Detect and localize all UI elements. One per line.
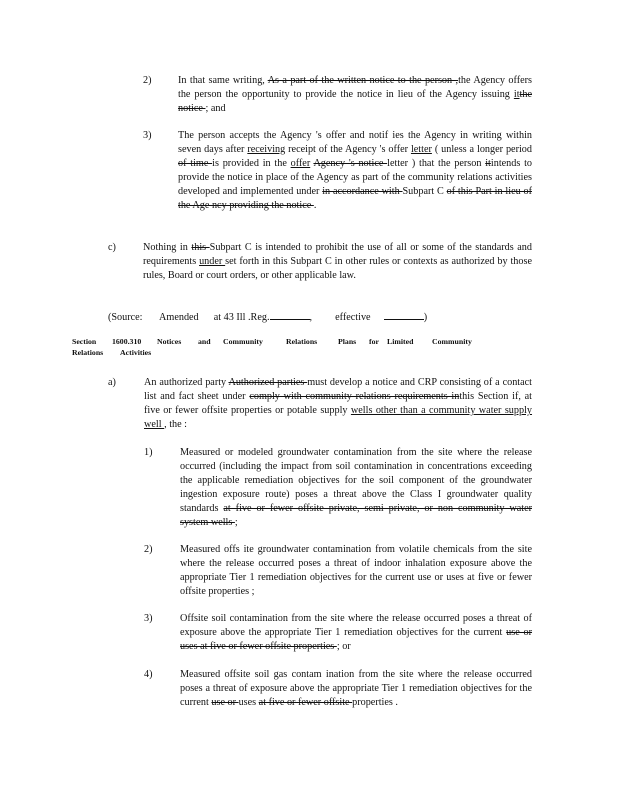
text-run: this Section if, at five or fewer offsite properties or potable supply (144, 391, 532, 416)
item-3-text (178, 129, 532, 213)
text-run: ( unless a longer period (431, 144, 532, 155)
item-a-text (144, 376, 532, 432)
struck-text: Agency 's notice (313, 158, 388, 169)
struck-text: use or (211, 697, 239, 708)
section-label: Section (72, 337, 97, 346)
subitem-1-text (180, 446, 532, 530)
subitem-4-text (180, 668, 532, 710)
subitem-3-text (180, 612, 532, 654)
item-number: 2) (144, 544, 153, 555)
text-run: the Agency offers the person the opportunity to provide the notice in lieu of the Agency issuing (178, 75, 532, 100)
text-run: set forth in this Subpart C in other rules or contexts as authorized by those rules, Board or court orders, or other applicable law. (143, 256, 532, 281)
item-number: c) (108, 242, 116, 253)
blank-line (384, 309, 424, 320)
inserted-text: letter (410, 144, 432, 155)
item-number: 1) (144, 447, 153, 458)
text-run: An authorized party (144, 377, 229, 388)
heading-word: Community (223, 337, 263, 346)
text-run: Measured offs ite groundwater contamination from volatile chemicals from the site where the release occurred poses a threat of indoor inhalation exposure above the appropriate Tier 1 remediation objectives for the current use or uses at five or fewer offsite properties ; (180, 544, 532, 597)
inserted-text: under (199, 256, 226, 267)
struck-text: use or uses at five or fewer offsite properties (180, 627, 533, 652)
text-run: must develop a notice and CRP consisting of a contact list and fact sheet under (144, 377, 532, 402)
struck-text: the notice (178, 89, 532, 114)
blank-line (270, 309, 310, 320)
struck-text: in accordance with (322, 186, 403, 197)
item-number: 4) (144, 669, 153, 680)
inserted-text: wells other than a community water supply well (144, 405, 533, 430)
item-c-text (143, 241, 532, 283)
source-open: (Source: (108, 312, 143, 323)
struck-text: As a part of the written notice to the person , (267, 75, 459, 86)
text-run: is provided in the (212, 158, 291, 169)
heading-word: Relations (72, 348, 104, 357)
item-2-text (178, 74, 532, 116)
text-run: . (313, 200, 317, 211)
struck-text: this (191, 242, 210, 253)
text-run: Subpart C (402, 186, 447, 197)
text-run: ; or (336, 641, 351, 652)
source-amended: Amended (159, 312, 199, 323)
text-run: receipt of the Agency 's offer (285, 144, 411, 155)
text-run: Subpart C is intended to prohibit the use of all or some of the standards and requirements (143, 242, 532, 267)
item-number: 2) (143, 75, 152, 86)
inserted-text: offer (290, 158, 311, 169)
struck-text: comply with community relations requirements in (249, 391, 460, 402)
text-run: properties . (352, 697, 398, 708)
heading-word: for (369, 337, 379, 346)
struck-text: it (485, 158, 491, 169)
struck-text: of time (178, 158, 213, 169)
text-run: uses (238, 697, 259, 708)
text-run: The person accepts the Agency 's offer and notif ies the Agency in writing within seven days after (178, 130, 532, 155)
text-run: In that same writing, (178, 75, 268, 86)
text-run: ; (234, 517, 238, 528)
source-note: (Source: Amended at 43 Ill .Reg. , effective ) (108, 309, 528, 325)
text-run: Nothing in (143, 242, 192, 253)
source-close: ) (423, 312, 428, 323)
struck-text: at five or fewer offsite private, semi private, or non community water system wells (180, 503, 532, 528)
heading-word: and (198, 337, 211, 346)
source-register: at 43 Ill .Reg. (213, 312, 270, 323)
text-run: intends to provide the notice in place of the Agency as part of the community relations activities developed and implemented under (178, 158, 533, 197)
struck-text: Authorized parties (228, 377, 308, 388)
inserted-text: it (513, 89, 520, 100)
heading-word: Activities (120, 348, 152, 357)
text-run: Measured or modeled groundwater contamination from the site where the release occurred (including the impact from soil contamination in concentrations exceeding the applicable remediation objectives for the soil component of the groundwater ingestion exposure route) poses a threat above the Class I groundwater quality standards (180, 447, 532, 514)
heading-word: Community (432, 337, 472, 346)
struck-text: at five or fewer offsite (258, 697, 353, 708)
heading-word: Limited (387, 337, 414, 346)
item-number: 3) (144, 613, 153, 624)
text-run: letter ) that the person (387, 158, 486, 169)
inserted-text: receiving (247, 144, 286, 155)
source-effective: effective (335, 312, 371, 323)
heading-word: Plans (338, 337, 357, 346)
section-number: 1600.310 (112, 337, 142, 346)
text-run: Measured offsite soil gas contam ination from the site where the release occurred poses a threat of exposure above the appropriate Tier 1 remediation objectives for the current (180, 669, 532, 708)
heading-word: Relations (286, 337, 318, 346)
item-number: a) (108, 377, 116, 388)
text-run: , the : (164, 419, 188, 430)
text-run: ; and (205, 103, 226, 114)
subitem-2-text (180, 543, 532, 599)
struck-text: of this Part in lieu of the Age ncy providing the notice (178, 186, 532, 211)
heading-word: Notices (157, 337, 182, 346)
item-number: 3) (143, 130, 152, 141)
section-heading (72, 336, 492, 358)
text-run: Offsite soil contamination from the site where the release occurred poses a threat of exposure above the appropriate Tier 1 remediation objectives for the current (180, 613, 532, 638)
